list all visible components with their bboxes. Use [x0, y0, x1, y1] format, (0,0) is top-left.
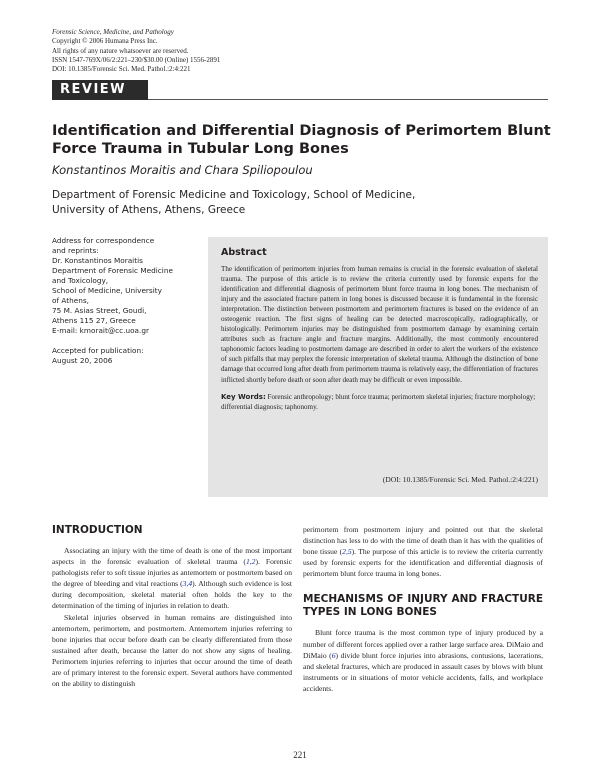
correspondence-line: Dr. Konstantinos Moraitis [52, 256, 143, 265]
keywords [221, 392, 538, 412]
abstract-box [208, 237, 548, 497]
authors: Konstantinos Moraitis and Chara Spiliopoulou [52, 163, 313, 177]
paragraph: Associating an injury with the time of death is one of the most important aspects in the forensic evaluation of skeletal trauma (1,2). Forensic pathologists refer to soft tissue injuries as antemortem or postmortem based on the degree of bleeding and vital reactions (3,4). Although such evidence is lost during decomposition, skeletal material often holds the key to the determination of the timing of injuries in relation to death. [52, 546, 293, 611]
badge-divider [148, 99, 548, 100]
citation-link[interactable]: 3,4 [182, 579, 193, 589]
correspondence-line: and reprints: [52, 246, 99, 255]
correspondence-line: and Toxicology, [52, 276, 109, 285]
accepted-label: Accepted for publication: [52, 346, 144, 355]
correspondence-line: School of Medicine, University [52, 286, 162, 295]
paragraph: Blunt force trauma is the most common type of injury produced by a number of different forces applied over a rather large surface area. DiMaio and DiMaio (6) divide blunt force injuries into abrasions, contusions, lacerations, and skeletal fractures, which are produced in assault cases by blows with blunt instruments or in situations of motor vehicle accidents, falls, and workplace accidents. [303, 628, 543, 693]
issn-line: ISSN 1547-769X/06/2:221–230/$30.00 (Online) 1556-2891 [52, 55, 221, 64]
right-column [303, 524, 543, 694]
section-heading-introduction: INTRODUCTION [52, 524, 143, 536]
left-column [52, 524, 292, 689]
affiliation-line: Department of Forensic Medicine and Toxicology, School of Medicine, [52, 189, 416, 201]
rights-line: All rights of any nature whatsoever are reserved. [52, 46, 189, 55]
citation-link[interactable]: 6 [331, 650, 336, 660]
citation-link[interactable]: 2,5 [342, 547, 352, 557]
abstract-heading: Abstract [221, 247, 267, 258]
correspondence-block [52, 236, 202, 366]
abstract-doi: (DOI: 10.1385/Forensic Sci. Med. Pathol.:2:4:221) [382, 475, 538, 484]
section-heading-mechanisms: MECHANISMS OF INJURY AND FRACTURE TYPES IN LONG BONES [303, 593, 543, 619]
correspondence-line: 75 M. Asias Street, Goudi, [52, 306, 147, 315]
journal-header [52, 28, 220, 74]
affiliation [52, 188, 472, 217]
keywords-label: Key Words: [221, 392, 266, 401]
doi-line: DOI: 10.1385/Forensic Sci. Med. Pathol.:2:4:221 [52, 65, 191, 74]
page-number: 221 [293, 750, 307, 760]
section-badge: REVIEW [52, 80, 148, 100]
accepted-date: August 20, 2006 [52, 356, 113, 365]
paragraph: Skeletal injuries observed in human remains are distinguished into antemortem, perimortem, and postmortem. Antemortem injuries referring to bone injuries that occur before death can be clearly differentiated from those sustained after death, because the latter do not show any signs of healing. Perimortem injuries referring to injuries that occur around the time of death are of primary interest to the forensic expert. Several authors have commented on the ability to distinguish [52, 612, 292, 689]
correspondence-line: Address for correspondence [52, 236, 155, 245]
correspondence-line: Athens 115 27, Greece [52, 316, 136, 325]
paragraph: perimortem from postmortem injury and pointed out that the skeletal distinction has less to do with the time of death than it has with the qualities of bone tissue (2,5). The purpose of this article is to review the criteria currently used by forensic experts for the identification and differential diagnosis of perimortem blunt force trauma in long bones. [303, 525, 543, 579]
citation-link[interactable]: 1,2 [245, 557, 256, 567]
keywords-text: Forensic anthropology; blunt force trauma; perimortem skeletal injuries; fracture morphology; differential diagnosis; taphonomy. [221, 392, 536, 411]
article-title: Identification and Differential Diagnosis of Perimortem Blunt Force Trauma in Tubular Long Bones [52, 123, 551, 157]
abstract-text: The identification of perimortem injuries from human remains is crucial in the forensic evaluation of skeletal trauma. The purpose of this article is to review the criteria currently used by forensic experts for the identification and differential diagnosis of perimortem blunt force trauma in long bones. The mechanism of injury and the associated fracture pattern in long bones is discussed because it is fundamental in the forensic interpretation. The distinction between postmortem and perimortem fractures is based on the evidence of an osteogenic reaction. The first signs of healing can be detected macroscopically, radiographically, or histologically. Perimortem injuries may be distinguished from postmortem damage by examining certain attributes such as fracture angle and fracture margins. Additionally, the most commonly encountered taphonomic factors leading to postmortem damage are described in order to alert the workers of the existence of such pitfalls that may perplex the forensic interpretation of skeletal trauma. Although the distinction of bone damage that occurred long after death from perimortem trauma is relatively easy, the differentiation of fractures inflicted shortly before death or soon after death may be difficult or even impossible. [221, 265, 538, 384]
journal-name: Forensic Science, Medicine, and Pathology [52, 28, 174, 36]
correspondence-line: Department of Forensic Medicine [52, 266, 173, 275]
copyright-line: Copyright © 2006 Humana Press Inc. [52, 37, 158, 46]
correspondence-line: of Athens, [52, 296, 89, 305]
affiliation-line: University of Athens, Athens, Greece [52, 203, 246, 216]
email-line: E-mail: kmorait@cc.uoa.gr [52, 326, 149, 335]
